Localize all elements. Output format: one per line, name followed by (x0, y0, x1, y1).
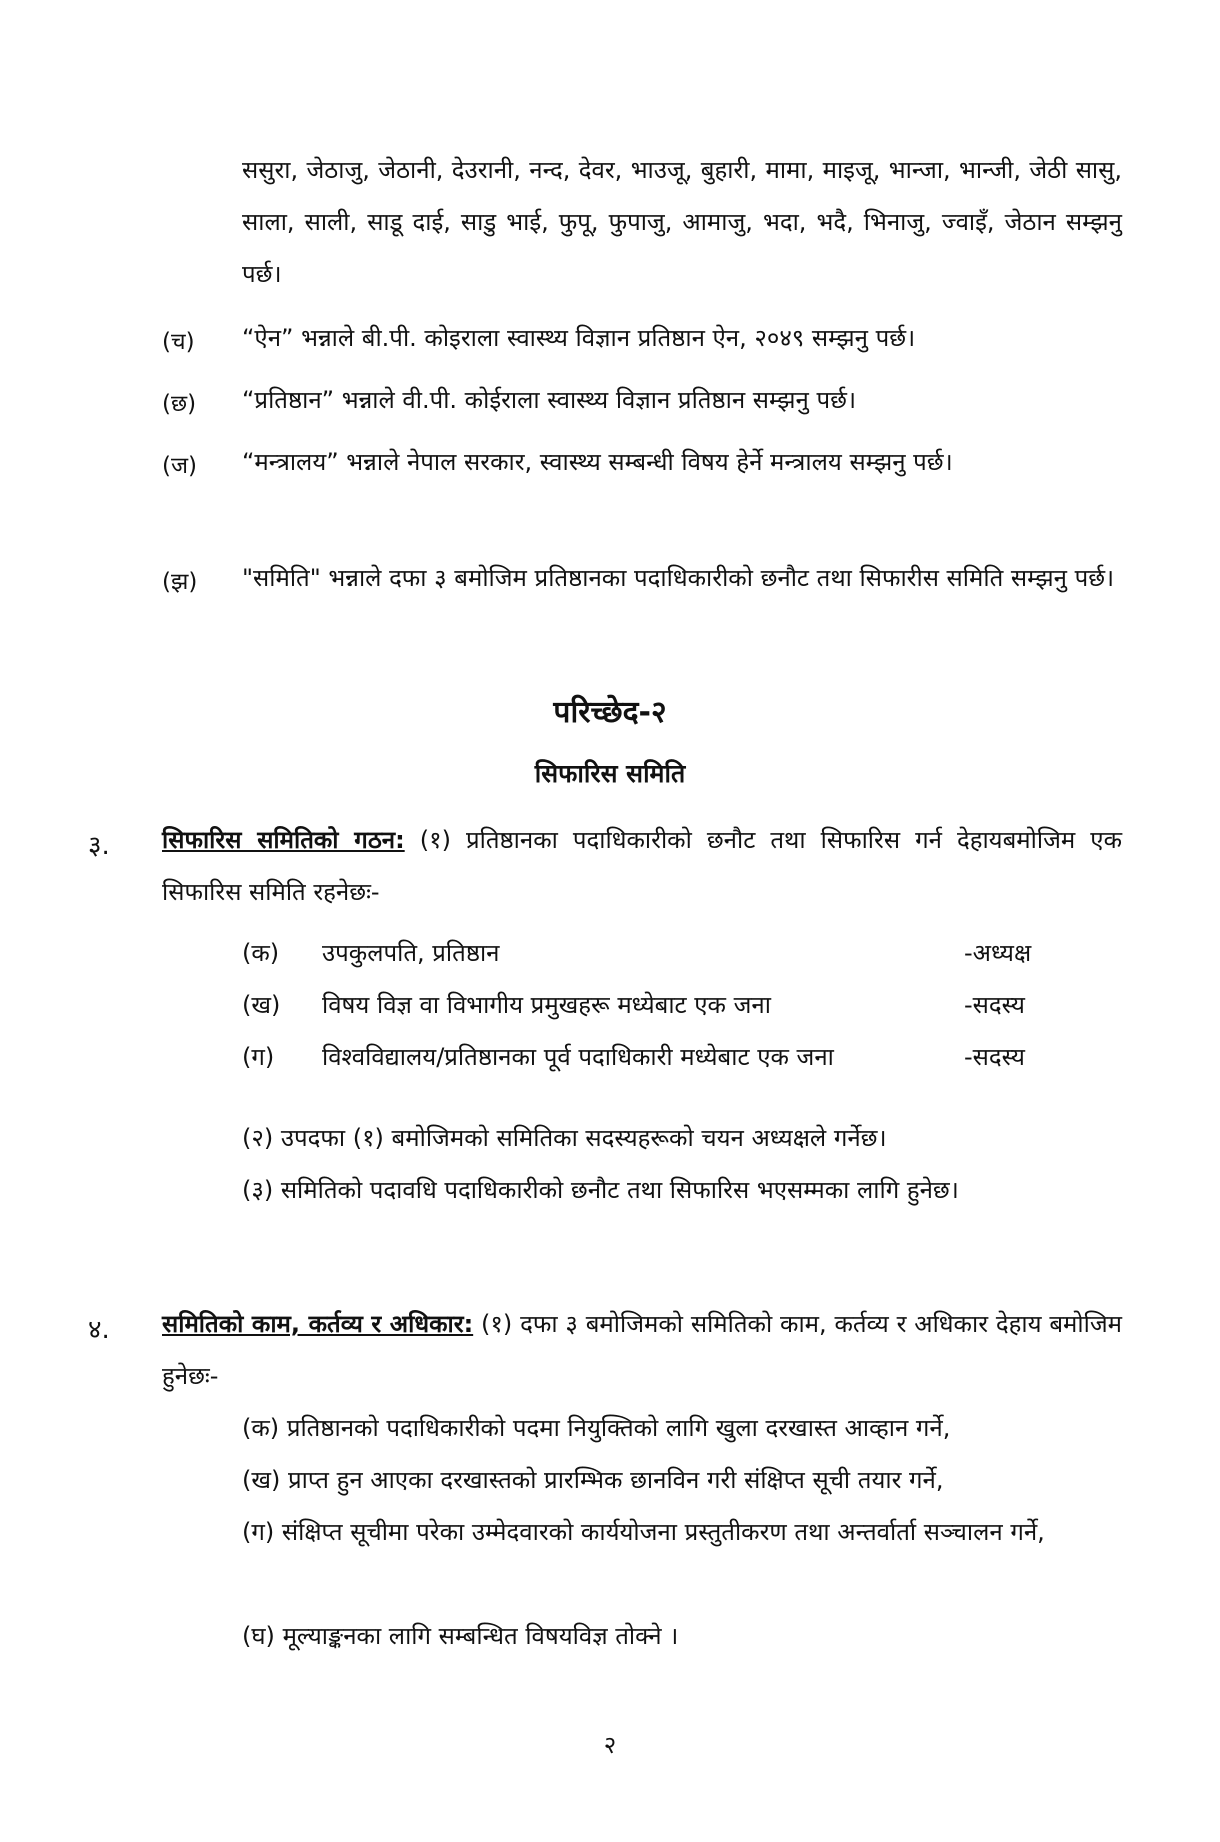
duty-item (242, 1402, 1122, 1454)
member-marker: (क) (242, 939, 280, 967)
duty-item (242, 1506, 1122, 1558)
member-title: उपकुलपति, प्रतिष्ठान (322, 939, 500, 967)
chapter-subtitle: सिफारिस समिति (534, 759, 686, 788)
definition-marker: (झ) (162, 569, 198, 595)
definition-continuation: ससुरा, जेठाजु, जेठानी, देउरानी, नन्द, देवर, भाउजू, बुहारी, मामा, माइजू, भान्जा, भान्जी, जेठी सासु, साला, साली, साडू दाई, साडु भाई, फुपू, फुपाजु, आमाजु, भदा, भदै, भिनाजु, ज्वाइँ, जेठान सम्झनु पर्छ। (242, 156, 1122, 288)
subsection-2: (२) उपदफा (१) बमोजिमको समितिका सदस्यहरूको चयन अध्यक्षले गर्नेछ। (242, 1124, 887, 1152)
duty-marker: (ग) (242, 1518, 275, 1546)
definition-text: “ऐन” भन्नाले बी.पी. कोइराला स्वास्थ्य विज्ञान प्रतिष्ठान ऐन, २०४९ सम्झनु पर्छ। (242, 324, 916, 352)
duty-text: प्रतिष्ठानको पदाधिकारीको पदमा नियुक्तिको लागि खुला दरखास्त आव्हान गर्ने, (286, 1414, 951, 1442)
member-role: -सदस्य (964, 1043, 1025, 1071)
duty-marker: (ख) (242, 1466, 281, 1494)
definition-marker: (ज) (162, 453, 198, 479)
member-marker: (ग) (242, 1043, 275, 1071)
duty-marker: (घ) (242, 1622, 275, 1650)
member-title: विश्वविद्यालय/प्रतिष्ठानका पूर्व पदाधिकारी मध्येबाट एक जना (322, 1043, 834, 1071)
section-number: ४. (88, 1315, 110, 1345)
section-title: समितिको काम, कर्तव्य र अधिकार: (162, 1310, 474, 1338)
duty-text: प्राप्त हुन आएका दरखास्तको प्रारम्भिक छानविन गरी संक्षिप्त सूची तयार गर्ने, (288, 1466, 944, 1494)
definition-marker: (छ) (162, 391, 197, 417)
committee-member-row (242, 1040, 1122, 1088)
section-intro-text: (१) प्रतिष्ठानका पदाधिकारीको छनौट तथा सिफारिस गर्न देहायबमोजिम एक सिफारिस समिति रहनेछः- (162, 826, 1123, 906)
member-marker: (ख) (242, 991, 281, 1019)
chapter-title: परिच्छेद-२ (553, 695, 667, 730)
section-3-intro (162, 814, 1122, 918)
subsection-3: (३) समितिको पदावधि पदाधिकारीको छनौट तथा सिफारिस भएसम्मका लागि हुनेछ। (242, 1176, 959, 1204)
member-role: -सदस्य (964, 991, 1025, 1019)
committee-member-row (242, 936, 1122, 984)
duty-item (242, 1610, 1122, 1662)
member-title: विषय विज्ञ वा विभागीय प्रमुखहरू मध्येबाट एक जना (322, 991, 771, 1019)
duty-item (242, 1454, 1122, 1506)
definition-text: "समिति" भन्नाले दफा ३ बमोजिम प्रतिष्ठानका पदाधिकारीको छनौट तथा सिफारीस समिति सम्झनु पर्छ। (242, 564, 1115, 592)
member-role: -अध्यक्ष (964, 939, 1032, 967)
page-number: २ (603, 1731, 617, 1759)
definition-text: “प्रतिष्ठान” भन्नाले वी.पी. कोईराला स्वास्थ्य विज्ञान प्रतिष्ठान सम्झनु पर्छ। (242, 386, 857, 414)
definition-marker: (च) (162, 329, 195, 355)
duty-text: मूल्याङ्कनका लागि सम्बन्धित विषयविज्ञ तोक्ने । (282, 1622, 679, 1650)
section-title: सिफारिस समितिको गठन: (162, 826, 405, 854)
duty-marker: (क) (242, 1414, 280, 1442)
definition-text: “मन्त्रालय” भन्नाले नेपाल सरकार, स्वास्थ्य सम्बन्धी विषय हेर्ने मन्त्रालय सम्झनु पर्छ। (242, 448, 953, 476)
section-intro-text: (१) दफा ३ बमोजिमको समितिको काम, कर्तव्य र अधिकार देहाय बमोजिम हुनेछः- (162, 1310, 1122, 1390)
section-number: ३. (88, 831, 110, 861)
committee-member-row (242, 988, 1122, 1036)
duty-text: संक्षिप्त सूचीमा परेका उम्मेदवारको कार्ययोजना प्रस्तुतीकरण तथा अन्तर्वार्ता सञ्चालन गर्ने, (281, 1518, 1045, 1546)
section-4-intro (162, 1298, 1122, 1402)
